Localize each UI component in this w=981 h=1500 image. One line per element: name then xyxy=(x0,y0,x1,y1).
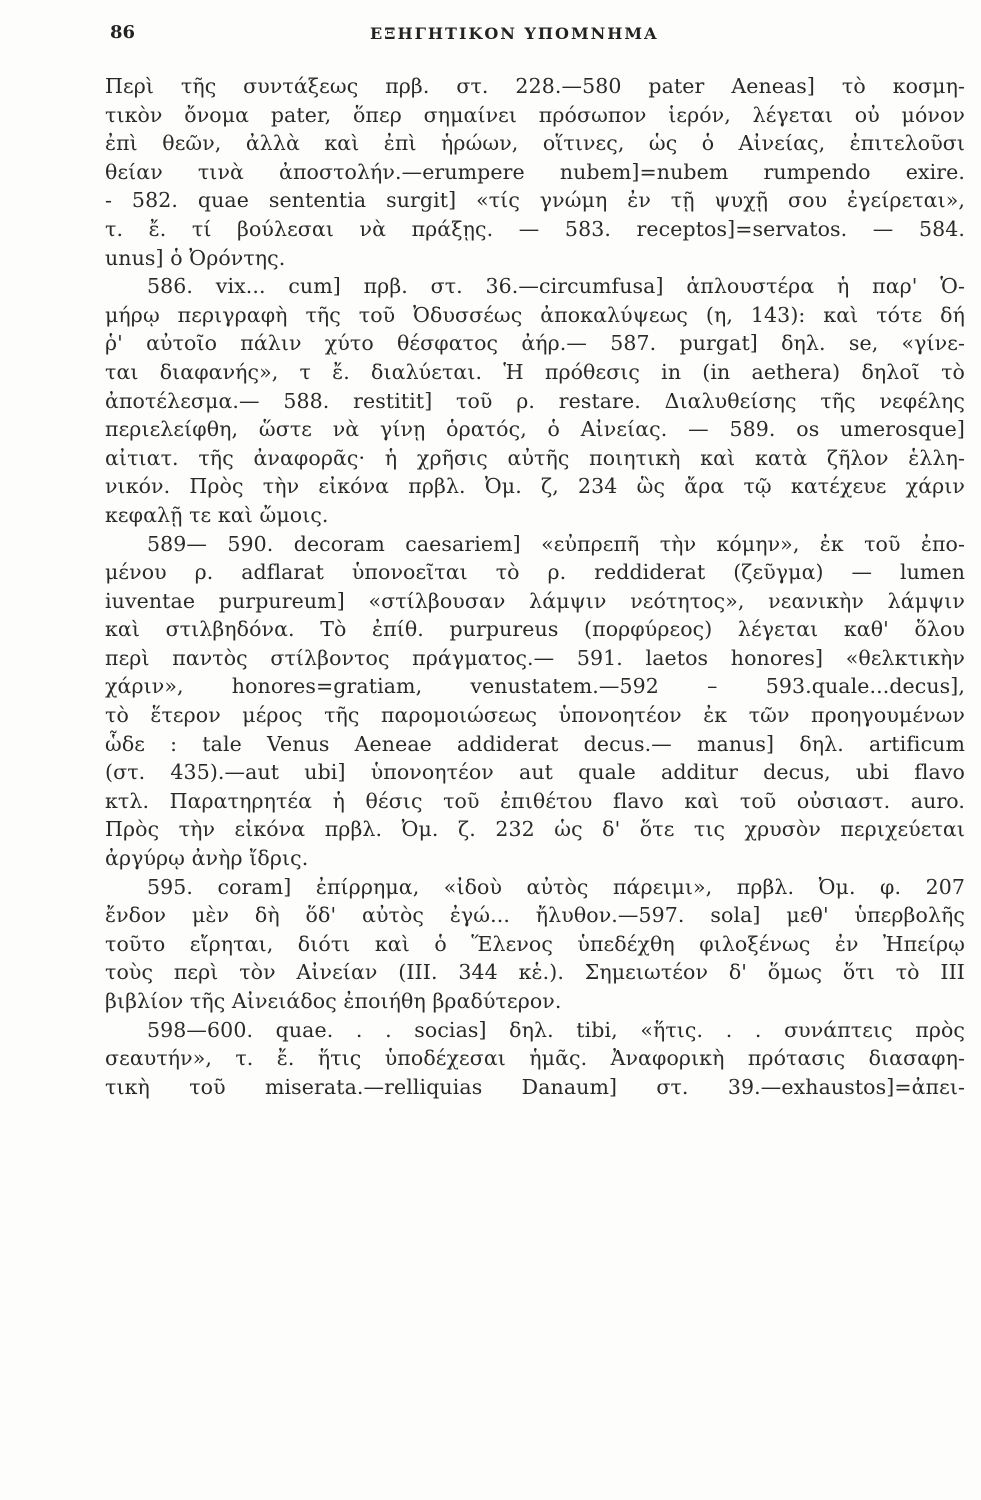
text-line: Πρὸς τὴν εἰκόνα πρβλ. Ὀμ. ζ. 232 ὡς δ' ὅτε τις χρυσὸν περιχεύεται xyxy=(105,817,965,842)
text-line: unus] ὁ Ὀρόντης. xyxy=(105,245,286,270)
text-line: τικὴ τοῦ miserata.—relliquias Danaum] στ. 39.—exhaustos]=ἀπει- xyxy=(105,1074,965,1099)
text-line: βιβλίον τῆς Αἰνειάδος ἐποιήθη βραδύτερον. xyxy=(105,989,562,1013)
text-line: καὶ στιλβηδόνα. Τὸ ἐπίθ. purpureus (πορφύρεος) λέγεται καθ' ὅλου xyxy=(105,617,965,642)
text-line: τοὺς περὶ τὸν Αἰνείαν (III. 344 κἑ.). Σημειωτέον δ' ὅμως ὅτι τὸ III xyxy=(105,960,965,985)
text-line: κεφαλῇ τε καὶ ὤμοις. xyxy=(105,502,329,527)
text-line: ἐπὶ θεῶν, ἀλλὰ καὶ ἐπὶ ἡρώων, οἵτινες, ὡς ὁ Αἰνείας, ἐπιτελοῦσι xyxy=(105,131,965,156)
text-line: κτλ. Παρατηρητέα ἡ θέσις τοῦ ἐπιθέτου flavo καὶ τοῦ οὐσιαστ. auro. xyxy=(105,788,965,813)
text-line: Περὶ τῆς συντάξεως πρβ. στ. 228.—580 pater Aeneas] τὸ κοσμη- xyxy=(105,74,965,98)
text-line: 586. vix... cum] πρβ. στ. 36.—circumfusa] ἁπλουστέρα ἡ παρ' Ὁ- xyxy=(147,274,965,299)
commentary-text xyxy=(105,72,965,1101)
text-line: μήρῳ περιγραφὴ τῆς τοῦ Ὀδυσσέως ἀποκαλύψεως (η, 143): καὶ τότε δή xyxy=(105,302,965,327)
text-line: νικόν. Πρὸς τὴν εἰκόνα πρβλ. Ὀμ. ζ, 234 ὣς ἄρα τῷ κατέχευε χάριν xyxy=(105,474,965,499)
running-head xyxy=(110,22,960,52)
text-line: σεαυτήν», τ. ἔ. ἥτις ὑποδέχεσαι ἡμᾶς. Ἀναφορικὴ πρότασις διασαφη- xyxy=(105,1046,965,1071)
text-line: 598—600. quae. . . socias] δηλ. tibi, «ἥτις. . . συνάπτεις πρὸς xyxy=(147,1017,965,1042)
text-line: τικὸν ὄνομα pater, ὅπερ σημαίνει πρόσωπον ἱερόν, λέγεται οὐ μόνον xyxy=(105,102,965,127)
text-line: (στ. 435).—aut ubi] ὑπονοητέον aut quale additur decus, ubi flavo xyxy=(105,760,965,785)
text-line: ται διαφανής», τ ἔ. διαλύεται. Ἡ πρόθεσις in (in aethera) δηλοῖ τὸ xyxy=(105,359,965,384)
text-line: ῥ' αὐτοῖο πάλιν χύτο θέσφατος ἀήρ.— 587. purgat] δηλ. se, «γίνε- xyxy=(105,331,965,356)
text-line: περιελείφθη, ὥστε νὰ γίνῃ ὁρατός, ὁ Αἰνείας. — 589. os umerosque] xyxy=(105,417,965,442)
text-line: 589— 590. decoram caesariem] «εὐπρεπῆ τὴν κόμην», ἐκ τοῦ ἐπο- xyxy=(147,531,965,556)
page-number: 86 xyxy=(110,22,136,43)
text-line: μένου ρ. adflarat ὑπονοεῖται τὸ ρ. reddiderat (ζεῦγμα) — lumen xyxy=(105,560,965,585)
text-line: τὸ ἕτερον μέρος τῆς παρομοιώσεως ὑπονοητέον ἐκ τῶν προηγουμένων xyxy=(105,703,965,728)
text-line: τ. ἔ. τί βούλεσαι νὰ πράξῃς. — 583. receptos]=servatos. — 584. xyxy=(105,216,965,241)
text-line: ἀργύρῳ ἀνὴρ ἴδρις. xyxy=(105,846,309,871)
text-line: αἰτιατ. τῆς ἀναφορᾶς· ἡ χρῆσις αὐτῆς ποιητικὴ καὶ κατὰ ζῆλον ἑλλη- xyxy=(105,445,965,470)
text-line: 595. coram] ἐπίρρημα, «ἰδοὺ αὐτὸς πάρειμι», πρβλ. Ὀμ. φ. 207 xyxy=(147,874,965,899)
text-line: ὧδε : tale Venus Aeneae addiderat decus.— manus] δηλ. artificum xyxy=(105,731,965,756)
text-line: θείαν τινὰ ἀποστολήν.—erumpere nubem]=nubem rumpendo exire. xyxy=(105,159,965,184)
running-title: ΕΞΗΓΗΤΙΚΟΝ ΥΠΟΜΝΗΜΑ xyxy=(370,24,659,43)
text-line: ἔνδον μὲν δὴ ὅδ' αὐτὸς ἐγώ... ἤλυθον.—597. sola] μεθ' ὑπερβολῆς xyxy=(105,903,965,928)
text-line: τοῦτο εἴρηται, διότι καὶ ὁ Ἕλενος ὑπεδέχθη φιλοξένως ἐν Ἠπείρῳ xyxy=(105,931,965,956)
text-line: χάριν», honores=gratiam, venustatem.—592 – 593.quale...decus], xyxy=(105,674,965,699)
text-line: ἀποτέλεσμα.— 588. restitit] τοῦ ρ. restare. Διαλυθείσης τῆς νεφέλης xyxy=(105,388,965,413)
text-line: iuventae purpureum] «στίλβουσαν λάμψιν νεότητος», νεανικὴν λάμψιν xyxy=(105,588,965,613)
text-line: περὶ παντὸς στίλβοντος πράγματος.— 591. laetos honores] «θελκτικὴν xyxy=(105,645,965,670)
text-line: - 582. quae sententia surgit] «τίς γνώμη ἐν τῇ ψυχῇ σου ἐγείρεται», xyxy=(105,188,965,213)
